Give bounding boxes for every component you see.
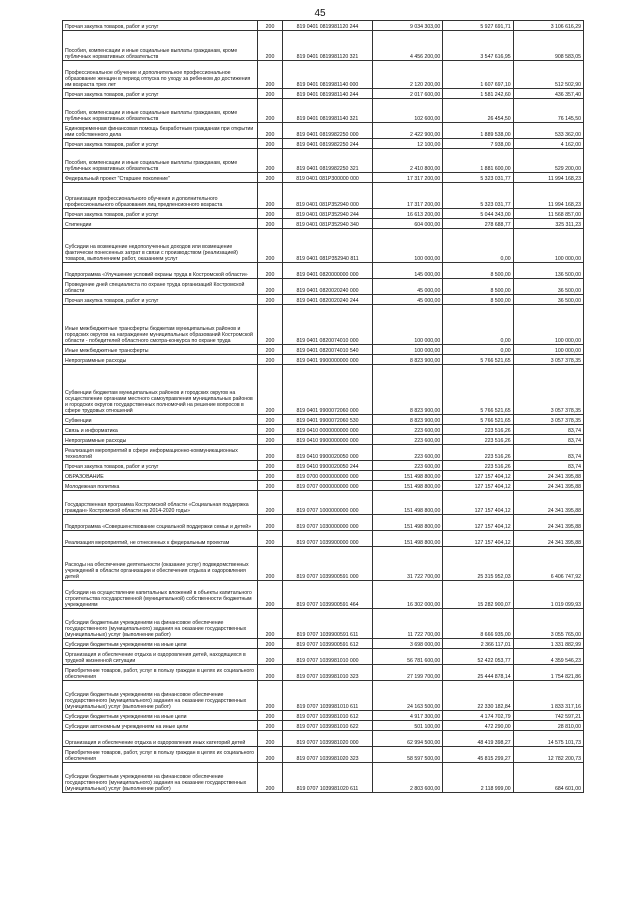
row-kbk: 819 0707 1000000000 000 bbox=[283, 491, 373, 515]
row-name: Субсидии автономным учреждениям на иные цели bbox=[63, 721, 258, 731]
row-executed: 48 419 398,27 bbox=[443, 731, 513, 747]
row-unexecuted: 36 500,00 bbox=[513, 295, 583, 305]
row-code: 200 bbox=[258, 31, 283, 61]
row-executed: 127 157 404,12 bbox=[443, 471, 513, 481]
row-unexecuted: 684 601,00 bbox=[513, 763, 583, 793]
row-approved: 9 034 303,00 bbox=[373, 21, 443, 31]
row-executed: 25 444 878,14 bbox=[443, 665, 513, 681]
row-kbk: 819 0707 1039981010 622 bbox=[283, 721, 373, 731]
row-unexecuted: 14 575 101,73 bbox=[513, 731, 583, 747]
row-approved: 223 600,00 bbox=[373, 461, 443, 471]
row-name: Субсидии на осуществление капитальных вложений в объекты капитального строительства государственной (муниципальной) собственности бюджетным учреждениям bbox=[63, 581, 258, 609]
row-kbk: 819 0401 0820020240 244 bbox=[283, 295, 373, 305]
row-approved: 102 600,00 bbox=[373, 99, 443, 123]
row-executed: 5 323 031,77 bbox=[443, 183, 513, 209]
row-unexecuted: 11 994 168,23 bbox=[513, 173, 583, 183]
row-code: 200 bbox=[258, 219, 283, 229]
row-kbk: 819 0707 1039900000 000 bbox=[283, 531, 373, 547]
row-kbk: 819 0401 9900000000 000 bbox=[283, 355, 373, 365]
row-unexecuted: 436 357,40 bbox=[513, 89, 583, 99]
row-approved: 100 000,00 bbox=[373, 345, 443, 355]
row-executed: 7 938,00 bbox=[443, 139, 513, 149]
table-row bbox=[63, 21, 584, 31]
row-unexecuted: 136 500,00 bbox=[513, 263, 583, 279]
row-kbk: 819 0707 1039981020 611 bbox=[283, 763, 373, 793]
row-code: 200 bbox=[258, 229, 283, 263]
row-unexecuted: 533 362,00 bbox=[513, 123, 583, 139]
row-code: 200 bbox=[258, 665, 283, 681]
row-executed: 0,00 bbox=[443, 229, 513, 263]
row-code: 200 bbox=[258, 547, 283, 581]
row-approved: 12 100,00 bbox=[373, 139, 443, 149]
row-executed: 26 454,50 bbox=[443, 99, 513, 123]
table-row bbox=[63, 531, 584, 547]
row-kbk: 819 0707 1039981020 000 bbox=[283, 731, 373, 747]
row-code: 200 bbox=[258, 649, 283, 665]
row-kbk: 819 0401 0819982250 321 bbox=[283, 149, 373, 173]
row-code: 200 bbox=[258, 639, 283, 649]
row-code: 200 bbox=[258, 747, 283, 763]
table-row bbox=[63, 173, 584, 183]
row-approved: 4 456 200,00 bbox=[373, 31, 443, 61]
row-kbk: 819 0401 0819981140 244 bbox=[283, 89, 373, 99]
row-kbk: 819 0401 0820074010 000 bbox=[283, 305, 373, 345]
row-kbk: 819 0707 1039981010 000 bbox=[283, 649, 373, 665]
row-approved: 8 823 900,00 bbox=[373, 415, 443, 425]
row-name: Приобретение товаров, работ, услуг в пользу граждан в целях их социального обеспечения bbox=[63, 747, 258, 763]
row-executed: 5 044 343,00 bbox=[443, 209, 513, 219]
table-row bbox=[63, 721, 584, 731]
row-unexecuted: 529 200,00 bbox=[513, 149, 583, 173]
row-code: 200 bbox=[258, 515, 283, 531]
row-approved: 2 017 600,00 bbox=[373, 89, 443, 99]
row-name: Единовременная финансовая помощь безработным гражданам при открытии ими собственного дела bbox=[63, 123, 258, 139]
row-name: Прочая закупка товаров, работ и услуг bbox=[63, 461, 258, 471]
row-code: 200 bbox=[258, 139, 283, 149]
row-unexecuted: 24 341 395,88 bbox=[513, 531, 583, 547]
row-code: 200 bbox=[258, 263, 283, 279]
row-name: Субсидии бюджетным учреждениям на иные цели bbox=[63, 639, 258, 649]
row-code: 200 bbox=[258, 365, 283, 415]
table-row bbox=[63, 99, 584, 123]
row-kbk: 819 0401 081P352940 340 bbox=[283, 219, 373, 229]
row-unexecuted: 24 341 395,88 bbox=[513, 481, 583, 491]
row-code: 200 bbox=[258, 209, 283, 219]
table-row bbox=[63, 139, 584, 149]
row-executed: 45 815 299,27 bbox=[443, 747, 513, 763]
row-approved: 17 317 200,00 bbox=[373, 173, 443, 183]
row-executed: 8 500,00 bbox=[443, 279, 513, 295]
row-executed: 278 688,77 bbox=[443, 219, 513, 229]
table-row bbox=[63, 665, 584, 681]
row-unexecuted: 3 055 765,00 bbox=[513, 609, 583, 639]
row-unexecuted: 100 000,00 bbox=[513, 345, 583, 355]
table-row bbox=[63, 747, 584, 763]
table-row bbox=[63, 209, 584, 219]
row-approved: 58 597 500,00 bbox=[373, 747, 443, 763]
row-code: 200 bbox=[258, 295, 283, 305]
row-code: 200 bbox=[258, 581, 283, 609]
table-row bbox=[63, 149, 584, 173]
row-approved: 27 199 700,00 bbox=[373, 665, 443, 681]
row-approved: 8 823 900,00 bbox=[373, 355, 443, 365]
row-code: 200 bbox=[258, 731, 283, 747]
row-kbk: 819 0401 0819981120 244 bbox=[283, 21, 373, 31]
row-code: 200 bbox=[258, 305, 283, 345]
row-executed: 15 282 900,07 bbox=[443, 581, 513, 609]
row-executed: 1 581 242,60 bbox=[443, 89, 513, 99]
row-name: Субсидии бюджетным учреждениям на финансовое обеспечение государственного (муниципального) задания на оказание государственных (муниципальных) услуг (выполнение работ) bbox=[63, 609, 258, 639]
row-code: 200 bbox=[258, 149, 283, 173]
row-executed: 1 607 697,10 bbox=[443, 61, 513, 89]
row-name: Субвенции бюджетам муниципальных районов и городских округов на осуществление органами местного самоуправления муниципальных районов и городских округов государственных полномочий на решение вопросов в сфере трудовых отношений bbox=[63, 365, 258, 415]
row-name: Приобретение товаров, работ, услуг в пользу граждан в целях их социального обеспечения bbox=[63, 665, 258, 681]
table-row bbox=[63, 31, 584, 61]
row-unexecuted: 11 568 857,00 bbox=[513, 209, 583, 219]
row-code: 200 bbox=[258, 123, 283, 139]
table-row bbox=[63, 345, 584, 355]
row-kbk: 819 0401 081P300000 000 bbox=[283, 173, 373, 183]
row-executed: 8 666 935,00 bbox=[443, 609, 513, 639]
row-name: Иные межбюджетные трансферты bbox=[63, 345, 258, 355]
row-executed: 5 766 521,65 bbox=[443, 355, 513, 365]
row-approved: 2 410 800,00 bbox=[373, 149, 443, 173]
row-approved: 223 600,00 bbox=[373, 435, 443, 445]
row-kbk: 819 0401 9900072060 530 bbox=[283, 415, 373, 425]
row-executed: 5 323 031,77 bbox=[443, 173, 513, 183]
row-unexecuted: 11 994 168,23 bbox=[513, 183, 583, 209]
row-name: Пособия, компенсации и иные социальные выплаты гражданам, кроме публичных нормативных обязательств bbox=[63, 31, 258, 61]
row-code: 200 bbox=[258, 491, 283, 515]
row-code: 200 bbox=[258, 721, 283, 731]
row-executed: 5 766 521,65 bbox=[443, 415, 513, 425]
row-executed: 8 500,00 bbox=[443, 295, 513, 305]
table-row bbox=[63, 305, 584, 345]
row-approved: 2 422 900,00 bbox=[373, 123, 443, 139]
row-unexecuted: 3 106 616,29 bbox=[513, 21, 583, 31]
table-row bbox=[63, 515, 584, 531]
table-row bbox=[63, 581, 584, 609]
row-code: 200 bbox=[258, 763, 283, 793]
row-name: Прочая закупка товаров, работ и услуг bbox=[63, 295, 258, 305]
row-executed: 472 290,00 bbox=[443, 721, 513, 731]
page-number: 45 bbox=[314, 8, 326, 19]
row-unexecuted: 24 341 395,88 bbox=[513, 515, 583, 531]
row-name: Подпрограмма «Совершенствование социальной поддержки семьи и детей» bbox=[63, 515, 258, 531]
row-unexecuted: 6 406 747,92 bbox=[513, 547, 583, 581]
row-kbk: 819 0707 1039981010 323 bbox=[283, 665, 373, 681]
row-name: Профессиональное обучение и дополнительное профессиональное образование женщин в период отпуска по уходу за ребенком до достижения им возраста трех лет bbox=[63, 61, 258, 89]
table-row bbox=[63, 61, 584, 89]
row-unexecuted: 24 341 395,88 bbox=[513, 491, 583, 515]
row-executed: 4 174 702,79 bbox=[443, 711, 513, 721]
row-name: Непрограммные расходы bbox=[63, 355, 258, 365]
row-name: Реализация мероприятий в сфере информационно-коммуникационных технологий bbox=[63, 445, 258, 461]
row-unexecuted: 1 754 821,86 bbox=[513, 665, 583, 681]
row-kbk: 819 0401 0819981120 321 bbox=[283, 31, 373, 61]
row-name: Прочая закупка товаров, работ и услуг bbox=[63, 139, 258, 149]
row-name: ОБРАЗОВАНИЕ bbox=[63, 471, 258, 481]
row-name: Проведение дней специалиста по охране труда организаций Костромской области bbox=[63, 279, 258, 295]
row-kbk: 819 0707 1039900591 612 bbox=[283, 639, 373, 649]
row-approved: 100 000,00 bbox=[373, 229, 443, 263]
row-code: 200 bbox=[258, 99, 283, 123]
table-row bbox=[63, 263, 584, 279]
row-executed: 127 157 404,12 bbox=[443, 491, 513, 515]
row-approved: 8 823 900,00 bbox=[373, 365, 443, 415]
budget-table bbox=[62, 20, 584, 793]
row-kbk: 819 0707 1039981010 611 bbox=[283, 681, 373, 711]
row-unexecuted: 1 331 882,99 bbox=[513, 639, 583, 649]
row-approved: 45 000,00 bbox=[373, 279, 443, 295]
row-unexecuted: 83,74 bbox=[513, 461, 583, 471]
table-row bbox=[63, 219, 584, 229]
table-row bbox=[63, 415, 584, 425]
row-kbk: 819 0410 9900020050 000 bbox=[283, 445, 373, 461]
row-kbk: 819 0401 0819982250 244 bbox=[283, 139, 373, 149]
row-name: Субсидии бюджетным учреждениям на финансовое обеспечение государственного (муниципального) задания на оказание государственных (муниципальных) услуг (выполнение работ) bbox=[63, 681, 258, 711]
row-kbk: 819 0401 0819981140 321 bbox=[283, 99, 373, 123]
row-approved: 151 498 800,00 bbox=[373, 531, 443, 547]
row-name: Субвенции bbox=[63, 415, 258, 425]
table-row bbox=[63, 123, 584, 139]
row-executed: 1 889 538,00 bbox=[443, 123, 513, 139]
row-unexecuted: 325 311,23 bbox=[513, 219, 583, 229]
row-unexecuted: 36 500,00 bbox=[513, 279, 583, 295]
table-row bbox=[63, 365, 584, 415]
row-approved: 151 498 800,00 bbox=[373, 515, 443, 531]
row-unexecuted: 3 057 378,35 bbox=[513, 355, 583, 365]
row-approved: 604 000,00 bbox=[373, 219, 443, 229]
row-name: Организация профессионального обучения и дополнительного профессионального образования лиц предпенсионного возраста bbox=[63, 183, 258, 209]
row-unexecuted: 4 359 546,23 bbox=[513, 649, 583, 665]
row-kbk: 819 0707 1039900591 000 bbox=[283, 547, 373, 581]
row-name: Пособия, компенсации и иные социальные выплаты гражданам, кроме публичных нормативных обязательств bbox=[63, 149, 258, 173]
row-code: 200 bbox=[258, 21, 283, 31]
row-code: 200 bbox=[258, 711, 283, 721]
row-kbk: 819 0401 0820000000 000 bbox=[283, 263, 373, 279]
row-approved: 17 317 200,00 bbox=[373, 183, 443, 209]
row-kbk: 819 0401 9900072060 000 bbox=[283, 365, 373, 415]
row-kbk: 819 0707 1039981010 612 bbox=[283, 711, 373, 721]
row-name: Субсидии на возмещение недополученных доходов или возмещение фактически понесенных затрат в связи с производством (реализацией) товаров, выполнением работ, оказанием услуг bbox=[63, 229, 258, 263]
row-code: 200 bbox=[258, 279, 283, 295]
row-name: Расходы на обеспечение деятельности (оказание услуг) подведомственных учреждений в области организации и обеспечения отдыха и оздоровления детей bbox=[63, 547, 258, 581]
row-executed: 1 881 600,00 bbox=[443, 149, 513, 173]
row-name: Прочая закупка товаров, работ и услуг bbox=[63, 209, 258, 219]
table-row bbox=[63, 491, 584, 515]
row-approved: 100 000,00 bbox=[373, 305, 443, 345]
row-executed: 127 157 404,12 bbox=[443, 481, 513, 491]
row-approved: 16 613 200,00 bbox=[373, 209, 443, 219]
row-name: Молодежная политика bbox=[63, 481, 258, 491]
row-kbk: 819 0707 1039900591 611 bbox=[283, 609, 373, 639]
row-kbk: 819 0401 081P352940 811 bbox=[283, 229, 373, 263]
row-executed: 8 500,00 bbox=[443, 263, 513, 279]
row-code: 200 bbox=[258, 355, 283, 365]
row-executed: 5 927 691,71 bbox=[443, 21, 513, 31]
row-kbk: 819 0401 0819981140 000 bbox=[283, 61, 373, 89]
row-name: Субсидии бюджетным учреждениям на финансовое обеспечение государственного (муниципального) задания на оказание государственных (муниципальных) услуг (выполнение работ) bbox=[63, 763, 258, 793]
row-name: Стипендии bbox=[63, 219, 258, 229]
row-kbk: 819 0700 0000000000 000 bbox=[283, 471, 373, 481]
table-row bbox=[63, 649, 584, 665]
row-approved: 45 000,00 bbox=[373, 295, 443, 305]
table-row bbox=[63, 89, 584, 99]
row-approved: 3 698 000,00 bbox=[373, 639, 443, 649]
row-executed: 2 118 999,00 bbox=[443, 763, 513, 793]
row-kbk: 819 0707 1039981020 323 bbox=[283, 747, 373, 763]
row-approved: 151 498 800,00 bbox=[373, 481, 443, 491]
row-approved: 4 917 300,00 bbox=[373, 711, 443, 721]
table-row bbox=[63, 711, 584, 721]
row-code: 200 bbox=[258, 425, 283, 435]
row-name: Организация и обеспечение отдыха и оздоровления иных категорий детей bbox=[63, 731, 258, 747]
table-row bbox=[63, 445, 584, 461]
row-name: Организация и обеспечение отдыха и оздоровления детей, находящихся в трудной жизненной ситуации bbox=[63, 649, 258, 665]
row-name: Прочая закупка товаров, работ и услуг bbox=[63, 21, 258, 31]
row-kbk: 819 0410 9900020050 244 bbox=[283, 461, 373, 471]
table-row bbox=[63, 183, 584, 209]
row-code: 200 bbox=[258, 471, 283, 481]
table-row bbox=[63, 731, 584, 747]
table-row bbox=[63, 763, 584, 793]
row-unexecuted: 3 057 378,35 bbox=[513, 365, 583, 415]
row-unexecuted: 4 162,00 bbox=[513, 139, 583, 149]
row-unexecuted: 3 057 378,35 bbox=[513, 415, 583, 425]
row-unexecuted: 76 145,50 bbox=[513, 99, 583, 123]
row-kbk: 819 0401 0820074010 540 bbox=[283, 345, 373, 355]
row-approved: 62 994 500,00 bbox=[373, 731, 443, 747]
row-unexecuted: 100 000,00 bbox=[513, 229, 583, 263]
row-name: Государственная программа Костромской области «Социальная поддержка граждан» Костромской области на 2014-2020 годы» bbox=[63, 491, 258, 515]
row-code: 200 bbox=[258, 345, 283, 355]
row-code: 200 bbox=[258, 173, 283, 183]
row-unexecuted: 83,74 bbox=[513, 425, 583, 435]
row-kbk: 819 0401 0819982250 000 bbox=[283, 123, 373, 139]
row-kbk: 819 0707 0000000000 000 bbox=[283, 481, 373, 491]
row-kbk: 819 0707 1030000000 000 bbox=[283, 515, 373, 531]
table-row bbox=[63, 481, 584, 491]
row-name: Реализация мероприятий, не отнесенных к федеральным проектам bbox=[63, 531, 258, 547]
row-unexecuted: 100 000,00 bbox=[513, 305, 583, 345]
row-executed: 0,00 bbox=[443, 345, 513, 355]
row-approved: 16 302 000,00 bbox=[373, 581, 443, 609]
row-name: Субсидии бюджетным учреждениям на иные цели bbox=[63, 711, 258, 721]
table-row bbox=[63, 639, 584, 649]
row-executed: 0,00 bbox=[443, 305, 513, 345]
row-approved: 151 498 800,00 bbox=[373, 491, 443, 515]
row-unexecuted: 1 833 317,16 bbox=[513, 681, 583, 711]
row-approved: 56 781 600,00 bbox=[373, 649, 443, 665]
table-row bbox=[63, 471, 584, 481]
table-row bbox=[63, 355, 584, 365]
table-row bbox=[63, 681, 584, 711]
row-code: 200 bbox=[258, 183, 283, 209]
row-approved: 145 000,00 bbox=[373, 263, 443, 279]
table-row bbox=[63, 547, 584, 581]
row-name: Непрограммные расходы bbox=[63, 435, 258, 445]
row-executed: 5 766 521,65 bbox=[443, 365, 513, 415]
table-row bbox=[63, 229, 584, 263]
row-unexecuted: 742 597,21 bbox=[513, 711, 583, 721]
row-code: 200 bbox=[258, 415, 283, 425]
row-executed: 2 366 117,01 bbox=[443, 639, 513, 649]
table-row bbox=[63, 425, 584, 435]
row-unexecuted: 512 502,90 bbox=[513, 61, 583, 89]
row-code: 200 bbox=[258, 435, 283, 445]
row-executed: 22 330 182,84 bbox=[443, 681, 513, 711]
row-approved: 151 498 800,00 bbox=[373, 471, 443, 481]
row-code: 200 bbox=[258, 609, 283, 639]
row-code: 200 bbox=[258, 481, 283, 491]
row-executed: 127 157 404,12 bbox=[443, 515, 513, 531]
row-kbk: 819 0401 081P352940 000 bbox=[283, 183, 373, 209]
row-executed: 3 547 616,95 bbox=[443, 31, 513, 61]
table-row bbox=[63, 609, 584, 639]
row-unexecuted: 12 782 200,73 bbox=[513, 747, 583, 763]
table-row bbox=[63, 435, 584, 445]
row-unexecuted: 83,74 bbox=[513, 445, 583, 461]
table-row bbox=[63, 461, 584, 471]
row-executed: 223 516,26 bbox=[443, 445, 513, 461]
row-name: Пособия, компенсации и иные социальные выплаты гражданам, кроме публичных нормативных обязательств bbox=[63, 99, 258, 123]
table-row bbox=[63, 279, 584, 295]
table-row bbox=[63, 295, 584, 305]
row-approved: 2 120 200,00 bbox=[373, 61, 443, 89]
row-name: Подпрограмма «Улучшение условий охраны труда в Костромской области» bbox=[63, 263, 258, 279]
row-code: 200 bbox=[258, 445, 283, 461]
row-name: Прочая закупка товаров, работ и услуг bbox=[63, 89, 258, 99]
row-name: Федеральный проект "Старшее поколение" bbox=[63, 173, 258, 183]
row-executed: 52 422 053,77 bbox=[443, 649, 513, 665]
row-kbk: 819 0410 0000000000 000 bbox=[283, 425, 373, 435]
row-approved: 223 600,00 bbox=[373, 425, 443, 435]
row-unexecuted: 83,74 bbox=[513, 435, 583, 445]
row-kbk: 819 0410 9900000000 000 bbox=[283, 435, 373, 445]
row-kbk: 819 0707 1039900591 464 bbox=[283, 581, 373, 609]
row-unexecuted: 28 810,00 bbox=[513, 721, 583, 731]
row-code: 200 bbox=[258, 531, 283, 547]
row-approved: 31 722 700,00 bbox=[373, 547, 443, 581]
row-unexecuted: 24 341 395,88 bbox=[513, 471, 583, 481]
row-code: 200 bbox=[258, 461, 283, 471]
row-unexecuted: 908 583,05 bbox=[513, 31, 583, 61]
row-kbk: 819 0401 081P352940 244 bbox=[283, 209, 373, 219]
row-approved: 2 803 600,00 bbox=[373, 763, 443, 793]
row-executed: 223 516,26 bbox=[443, 435, 513, 445]
row-approved: 24 163 500,00 bbox=[373, 681, 443, 711]
row-kbk: 819 0401 0820020240 000 bbox=[283, 279, 373, 295]
row-approved: 11 722 700,00 bbox=[373, 609, 443, 639]
row-approved: 501 100,00 bbox=[373, 721, 443, 731]
row-executed: 223 516,26 bbox=[443, 425, 513, 435]
row-executed: 223 516,26 bbox=[443, 461, 513, 471]
row-code: 200 bbox=[258, 681, 283, 711]
row-code: 200 bbox=[258, 61, 283, 89]
row-executed: 25 315 952,03 bbox=[443, 547, 513, 581]
row-name: Связь и информатика bbox=[63, 425, 258, 435]
row-executed: 127 157 404,12 bbox=[443, 531, 513, 547]
row-approved: 223 600,00 bbox=[373, 445, 443, 461]
row-name: Иные межбюджетные трансферты бюджетам муниципальных районов и городских округов на награждение муниципальных образований Костромской области - победителей областного смотра-конкурса по охране труда bbox=[63, 305, 258, 345]
row-code: 200 bbox=[258, 89, 283, 99]
row-unexecuted: 1 019 099,93 bbox=[513, 581, 583, 609]
